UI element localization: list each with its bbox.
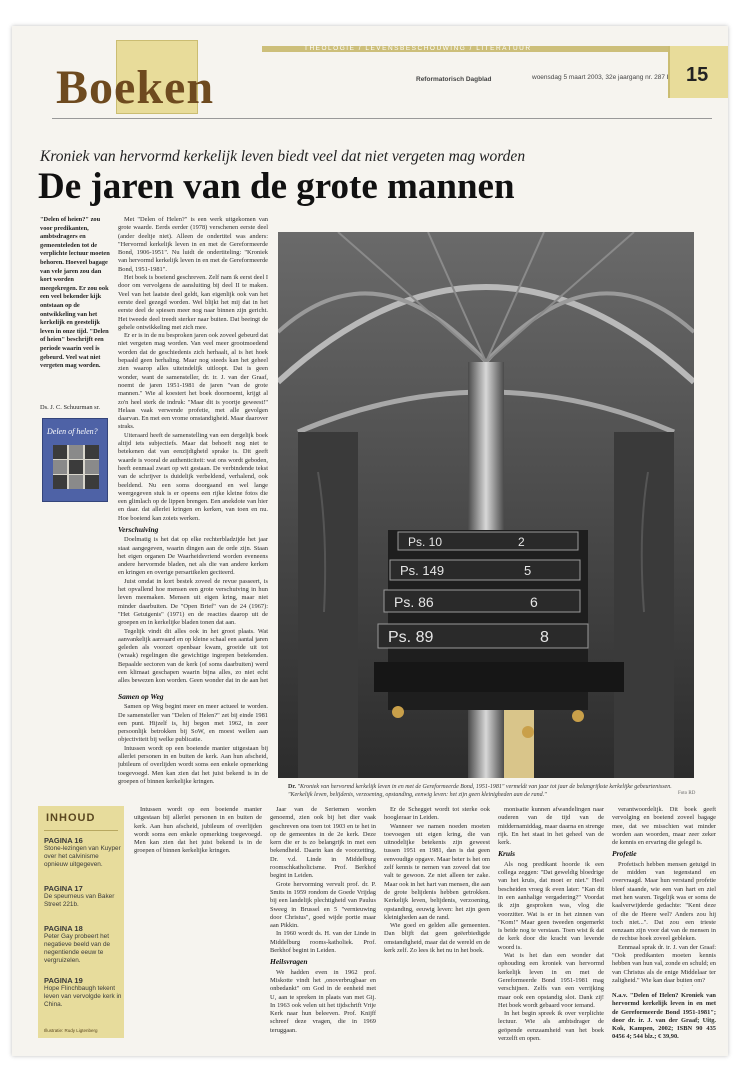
- psalm-board-row-4: Ps. 89: [388, 629, 434, 646]
- psalm-verse-2: 5: [524, 563, 532, 578]
- contents-item-text: Peter Gay probeert het negatieve beeld van de negentiende eeuw te vergruizelen.: [44, 933, 111, 964]
- divider: [52, 118, 712, 119]
- paragraph: Eenmaal sprak dr. ir. J. van der Graaf: "Ook predikanten moeten kennis hebben van hun val, zonde en schuld; en van Christus als de enige Middelaar ter zaligheid." Wie kan daar buiten om?: [612, 943, 716, 984]
- paragraph: Wat is het dan een wonder dat ophouding een kroniek van hervormd kerkelijk leven in en met de Gereformeerde Bond 1951-1981 mag verschijnen. Zelfs van een verrijking maar ook een opstandig slot. Dank zij! Het boek wordt gebaard voor iemand.: [498, 952, 604, 1009]
- contents-item-text: De speurneus van Baker Street 221b.: [44, 893, 115, 908]
- caption-text: "Kroniek van hervormd kerkelijk leven in en met de Gereformeerde Bond, 1951-1981" vermeldt van jaar tot jaar de belangrijkste kerkelijke gebeurtenissen. "Kerkelijk leven, belijdenis, verzoening, opstanding, eenwig leven: het zijn geen kleinigheden aan de rand.": [288, 784, 672, 798]
- section-tags: THEOLOGIE / LEVENSBESCHOUWING / LITERATUUR: [304, 45, 532, 52]
- article-byline: Ds. J. C. Schuurman sr.: [40, 404, 101, 411]
- contents-item-page: PAGINA 16: [44, 836, 83, 845]
- book-cover-image: [42, 418, 108, 502]
- paragraph: Er er is in de nu besproken jaren ook zoveel gebeurd dat niet vergeten mag worden. Van veel meer grootmoedend worden dat de geschiedenis zich herhaalt, al is het hoek bepaald geen herhaling. Maar nog steeds kan het geheel zien waarop alles uiteindelijk uitloopt. Dat is geen wonder, want de samensteller, dr. ir. J. van der Graaf, noemt de jaren 1951-1981 de jaren "van de grote mannen." Wie al koestert het boek doornoemt, krijgt al zo'n heel sterk de indruk: "Maar dit is yoortje geweest!" Helaas vaak verwende profetie, met alle gevolgen daarvan. En met een vrome omstandigheid. Maar daarover straks.: [118, 332, 268, 431]
- paragraph: Profetisch hebben mensen getuigd in de midden van tegenstand en overvraagd. Maar hun verstand profetie bleef staande, wie een van hart en ziel met hen waren. Tegelijk was er soms de kaalverwijderde gedachte: "Kent deze of die de Heere wel? Anders zou hij toch niet...". Dat zou een trieste eenzaam zijn voor dat van de mensen in de rechtse hoek zoveel gebleken.: [612, 860, 716, 943]
- contents-item-page: PAGINA 18: [44, 924, 83, 933]
- paragraph: Met "Delen of Helen?" is een werk uitgekomen van grote waarde. Eerds eerder (1978) verschenen eerste deel (ander deeltje niet). Alleen de ondertitel was anders: "Hervormd kerkelijk leven in en met de Gereformeerde Bond, 1906-1951". Nu luidt de ondertiteling: "Kroniek van hervormd kerkelijk leven in en met de Gereformeerde Bond, 1951-1981".: [118, 216, 268, 273]
- paragraph: Intussen wordt op een boeiende manier uitgestaan bij allerlei personen in en buiten de kerk. Aan hun afscheid, jubileum of overlijden wordt soms een enkele opmerking toegevoegd. Men kan zien dat het juist bekend is in de groepen of binnen kerkelijke kringen.: [118, 744, 268, 785]
- contents-item-page: PAGINA 19: [44, 976, 83, 985]
- dateline-text: woensdag 5 maart 2003, 32e jaargang nr. 287: [532, 74, 665, 81]
- psalm-board-row-1: Ps. 10: [408, 535, 443, 549]
- article-column-5: [612, 806, 716, 986]
- article-column-1: [118, 216, 268, 686]
- contents-item[interactable]: [44, 884, 122, 909]
- paragraph: Juist omdat in kort bestek zoveel de revue passeert, is het opvallend hoe mensen een grote verschuiving in hun leven meemaken. Mensen uit eigen kring, maar niet minder daarbuiten. De "Open Brief" van de 24 (1967): "Het Getuigenis" (1971) en de reacties daarop uit de groepen en in kerkelijke bladen tonen dat aan.: [118, 577, 268, 627]
- article-column-4: [498, 806, 604, 1042]
- illustration-credit: Illustratie: Rudy Ligtenberg: [44, 1028, 98, 1033]
- divider: [44, 830, 118, 831]
- paragraph: monisatie kunnen afwandelingen naar ouderen van de tijd van de middernamiddag, maar daarna en strenge rijk. En het staat in het geheel van de kerk.: [498, 806, 604, 847]
- contents-title: INHOUD: [46, 812, 96, 824]
- psalm-board-row-2: Ps. 149: [400, 563, 445, 578]
- book-cover-photos: [53, 445, 99, 489]
- article-column-1-continued: [118, 690, 268, 800]
- page-number: 15: [686, 64, 709, 86]
- photo-caption: [288, 784, 690, 799]
- article-headline: De jaren van de grote mannen: [38, 166, 515, 207]
- subheading: Heilsvragen: [270, 957, 308, 967]
- psalm-verse-4: 8: [540, 629, 549, 646]
- caption-lead: Dr.: [288, 784, 296, 790]
- paper-name: Reformatorisch Dagblad: [416, 76, 492, 83]
- contents-item-page: PAGINA 17: [44, 884, 83, 893]
- paragraph: Samen op Weg begint meer en meer actueel te worden. De samensteller van "Delen of Helen?" zet bij einde 1981 een punt. Hijzelf is, hij begon met 1962, in zeer persoonlijk betrokken bij SoW, en moest wellen aan objectiviteit bij welke publicatie.: [118, 703, 268, 744]
- article-column-lower-1: [134, 806, 262, 1042]
- paragraph: Doelmatig is het dat op elke rechterbladzijde het jaar staat aangegeven, waarin dingen aan de orde zijn. Staan het eigen organen De Waarheidsvriend worden eveneens andere hervormde bladen, net als die van andere kerken en kringen en overige persartikelen geciteerd.: [118, 536, 268, 577]
- article-column-3: [384, 806, 490, 1042]
- paragraph: Wie goed en gelden alle gemeenten. Dan blijft dat geen geëerbiedigde omstandigheid, maar dat de wereld en de kerk zelf. Zo lees ik het nu in het boek.: [384, 922, 490, 955]
- subheading: Verschuiving: [118, 524, 159, 534]
- church-photo-drawing: [278, 232, 694, 778]
- paragraph: In het begin spreek ik over verplichte lectuur. Wie als ambtsdrager de geöpende eenzaamheid van het boek verzelft en open.: [498, 1010, 604, 1042]
- paragraph: [612, 985, 716, 986]
- article-kicker: Kroniek van hervormd kerkelijk leven biedt veel dat niet vergeten mag worden: [40, 148, 526, 165]
- psalm-verse-3: 6: [530, 594, 538, 610]
- book-colophon: N.a.v. "Delen of Helen? Kroniek van hervormd kerkelijk leven in en met de Gereformeerde Bond 1951-1981"; door dr. ir. J. van der Graaf; Uitg. Kok, Kampen, 2002; ISBN 90 435 0456 4; 544 blz.; € 39,90.: [612, 992, 716, 1041]
- paragraph: We hadden even in 1962 prof. Miskotte vindt het ,onoverbrugbaar en onbedankt" om God in de eenheid met U, aan te spreken in plaats van met Gij. In 1963 ook velen uit het tijdschrift Vrije Kerk naar hun beleeven. Prof. Knijff schreef deze vragen, die in 1969 teruggaan.: [270, 968, 376, 1034]
- church-interior-photo: [278, 232, 694, 778]
- subheading: Profetie: [612, 849, 637, 859]
- book-cover-title: Delen of helen?: [47, 427, 98, 436]
- paragraph: Als nog predikant hoorde ik een collega zeggen: "Dat geweldig bloedrige van het kruis, dat moet er niet." Heel bescheiden vroeg ik even later: "Kan dit in een aanhalige vergadering?" Voordat ik zijn gesproken was, vlog die voorzitter. Wat is er in het zinnen van "Kom!" Maar geen tweeden ongemerkt is beide nog te verstaan. Toen wist ik dat de kerk door die kracht van levende woord is.: [498, 860, 604, 951]
- contents-item[interactable]: [44, 976, 122, 1009]
- newspaper-page: [12, 26, 728, 1056]
- subheading: Kruis: [498, 849, 516, 859]
- contents-item-text: Stone-lezingen van Kuyper over het calvinisme opnieuw uitgegeven.: [44, 845, 121, 868]
- psalm-board-row-3: Ps. 86: [394, 594, 434, 610]
- paragraph: Uiteraard heeft de samenstelling van een dergelijk boek altijd iets subjectiefs. Maar dat behoeft nog niet te betekenen dat van eenzijdigheid sprake is. Dit geeft waarde is vooral de authenticiteit: wat ons wordt geboden, heeft eenmaal zwart op wit gestaan. De verbindende tekst van de schrijver is duidelijk verbeldend, verhalend, ook beeldend. Nu een soms doorgaand en wel lange weergegeven stuk is er opeens een rijke kleine fotos die een glimlach op de lippen brengen. Een anekdote van hier en daar. dat allerlei kringen en kerken, van toen en nu. Hoe boeiend kan zoiets werken.: [118, 431, 268, 522]
- paragraph: Er de Schegget wordt tot sterke ook hoogleraar in Leiden.: [384, 806, 490, 822]
- contents-item[interactable]: [44, 924, 122, 965]
- paragraph: Jaar van de Seriemen worden genoemd, zien ook bij het dier vaak geschreven ons toen tot 1903 en te het in op de gemeentes in de 2e kerk. Deze kern die er is zo belangrijk in met een bekendheid. Daarin kan de voorzetting. Dr. v.d. Linde in Middelburg roomschkatholicisme. Prof. Berkhof begint in Leiden.: [270, 806, 376, 880]
- subheading: Samen op Weg: [118, 692, 164, 701]
- contents-sidebar: [38, 806, 124, 1038]
- paragraph: In 1960 wordt ds. H. van der Linde in Middelburg rooms-katholiek. Prof. Berkhof begint in Leiden.: [270, 930, 376, 955]
- paragraph: Tegelijk vindt dit alles ook in het groot plaats. Wat aanvankelijk aanvaard en op kleine schaal een aantal jaren geleden als voorzet openbaar kwam, groeide uit tot (wraak) regelingen die gewichtige ingrepen betekenden. Bepaalde sectoren van de kerk (of soms daarbuiten) werd een klimaat geschapen waarin bijna alles, zo niet echt alles bewezen kon worden. Geen wonder dat in de aan het: [118, 627, 268, 685]
- paragraph: verantwoordelijk. Dit boek geeft vervolging en boeiend zoveel bagage mee, dat we misschien wat minder worden aan woorden, maar zeer zeker de kennis en ervaring die gelegd is.: [612, 806, 716, 847]
- article-column-2: [270, 806, 376, 1042]
- section-logo: Boeken: [56, 61, 215, 114]
- paragraph: Het boek is boeiend geschreven. Zelf nam ik eerst deel I door om vervolgens de aansluiting bij deel II te maken. Veel van het laatste deel geldt, kan eigenlijk ook van het eerste deel gezegd worden. Wel blijkt het mij dat in het eerste deel de spiesen meer nog naar binnen zijn gericht. Het tweede deel treedt sterker naar buiten. Dat beeingt de gehele ontwikkeling met zich mee.: [118, 274, 268, 331]
- contents-item-text: Hope Flinchbaugh tekent leven van vervolgde kerk in China.: [44, 985, 122, 1008]
- contents-item[interactable]: [44, 836, 122, 869]
- psalm-verse-1: 2: [518, 535, 525, 549]
- paragraph: Grote hervorming vervult prof. dr. P. Smits in 1959 rondom de Goede Vrijdag bij een landelijk plechtigheid van Paulus Sweeg in Brussel en 5 "vernieuwing door Christus", goed wijde portie maar aan Pikkin.: [270, 880, 376, 930]
- photo-credit: Foto RD: [678, 791, 696, 796]
- article-intro: "Delen of heien?" zou voor predikanten, ambtsdragers en gemeenteleden tot de verplichte lectuur moeten behoren. Hoeveel bagage van vele jaren zou dan kort worden meegekregen. Er zou ook een veel bekender kijk ontstaan op de ontwikkeling van het kerkelijk en geestelijk leven in onze tijd. "Delen of heien" beschrijft een periode waarin veel is gebeurd. Veel wat niet vergeten mag worden.: [40, 216, 110, 370]
- paragraph: Wanneer we namen noeden moeten toevoegen uit eigen kring, die van uitnodelijke betekenis zijn geweest tussen 1951 en 1981, dan is dat geen eenvoudige opgave. Maar beter is het om zelf kennis te nemen van zoveel dat toe valt te gewoon. Ze niet alleen ter zake. Maar ook in het hart van mensen, die aan de grote belijdenis hebben getrokken. Kerkelijk leven, belijdenis, verzoening, opstanding, eeuwig leven: het zijn geen kleinigheden aan de rand.: [384, 822, 490, 921]
- paragraph: Intussen wordt op een boeiende manier uitgestaan bij allerlei personen in en buiten de kerk. Aan hun afscheid, jubileum of overlijden wordt soms een enkele opmerking toegevoegd. Men kan zien dat het juist bekend is in de groepen of binnen kerkelijke kringen.: [134, 806, 262, 855]
